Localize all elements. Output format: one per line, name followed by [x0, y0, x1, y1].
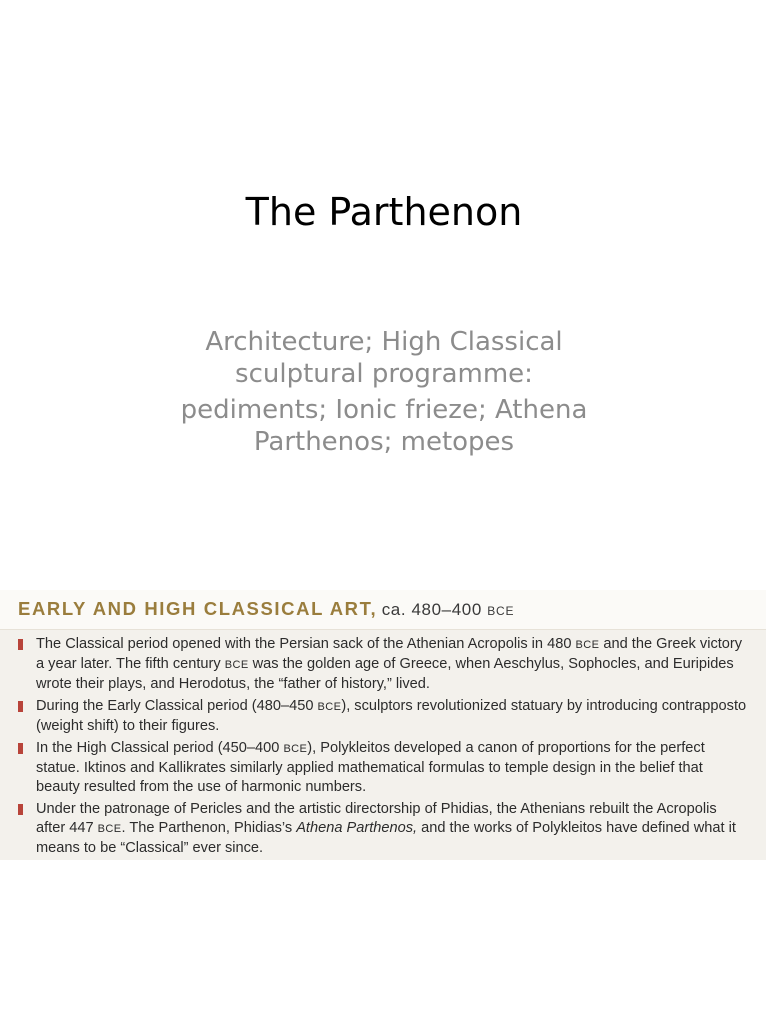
subtitle-line-1: Architecture; High Classical sculptural programme: — [205, 327, 563, 389]
bullet-marker-icon — [18, 639, 23, 650]
panel-header-date-era: BCE — [487, 604, 515, 618]
summary-panel — [0, 590, 766, 860]
artwork-title: Athena Parthenos, — [296, 820, 418, 836]
panel-header-date — [382, 600, 515, 619]
bullet-item — [17, 697, 748, 736]
bullet-marker-icon — [18, 743, 23, 754]
subtitle-line-2: pediments; Ionic frieze; Athena Parthenos; metopes — [180, 395, 588, 457]
bullet-text: During the Early Classical period (480–450 — [36, 698, 318, 714]
bullet-item — [17, 800, 748, 858]
bullet-text: and the Greek victory a year later. The fifth century — [36, 636, 743, 672]
bullet-text: Under the patronage of Pericles and the artistic directorship of Phidias, the Athenians rebuilt the Acropolis after 447 — [36, 801, 717, 836]
panel-header-title: EARLY AND HIGH CLASSICAL ART, — [18, 598, 378, 619]
bullet-text: ), Polykleitos developed a canon of proportions for the perfect statue. Iktinos and Kallikrates similarly applied mathematical formulas to temple design in the belief that beauty resulted from the use of harmonic numbers. — [36, 740, 705, 795]
bullet-era-bce: BCE — [317, 701, 342, 713]
bullet-text: ), sculptors revolutionized statuary by introducing contrapposto (weight shift) to their figures. — [36, 698, 747, 734]
bullet-marker-icon — [18, 804, 23, 815]
bullet-era-bce: BCE — [97, 823, 122, 835]
slide-title: The Parthenon — [245, 190, 523, 234]
bullet-text: The Classical period opened with the Persian sack of the Athenian Acropolis in 480 — [36, 636, 576, 652]
bullet-text: was the golden age of Greece, when Aeschylus, Sophocles, and Euripides wrote their plays, and Herodotus, the “father of history,” lived. — [36, 656, 734, 692]
bullet-item — [17, 739, 748, 797]
slide-subtitle — [150, 326, 618, 462]
bullet-list — [0, 630, 766, 858]
bullet-text: and the works of Polykleitos have defined what it means to be “Classical” ever since. — [36, 820, 736, 856]
bullet-era-bce: BCE — [283, 743, 308, 755]
bullet-era-bce: BCE — [575, 639, 600, 651]
bullet-text: In the High Classical period (450–400 — [36, 740, 284, 756]
bullet-item — [17, 635, 748, 694]
bullet-text: . The Parthenon, Phidias’s — [121, 820, 297, 836]
bullet-era-bce: BCE — [224, 659, 249, 671]
bullet-marker-icon — [18, 701, 23, 712]
panel-header — [0, 590, 766, 630]
panel-header-date-range: ca. 480–400 — [381, 600, 482, 619]
